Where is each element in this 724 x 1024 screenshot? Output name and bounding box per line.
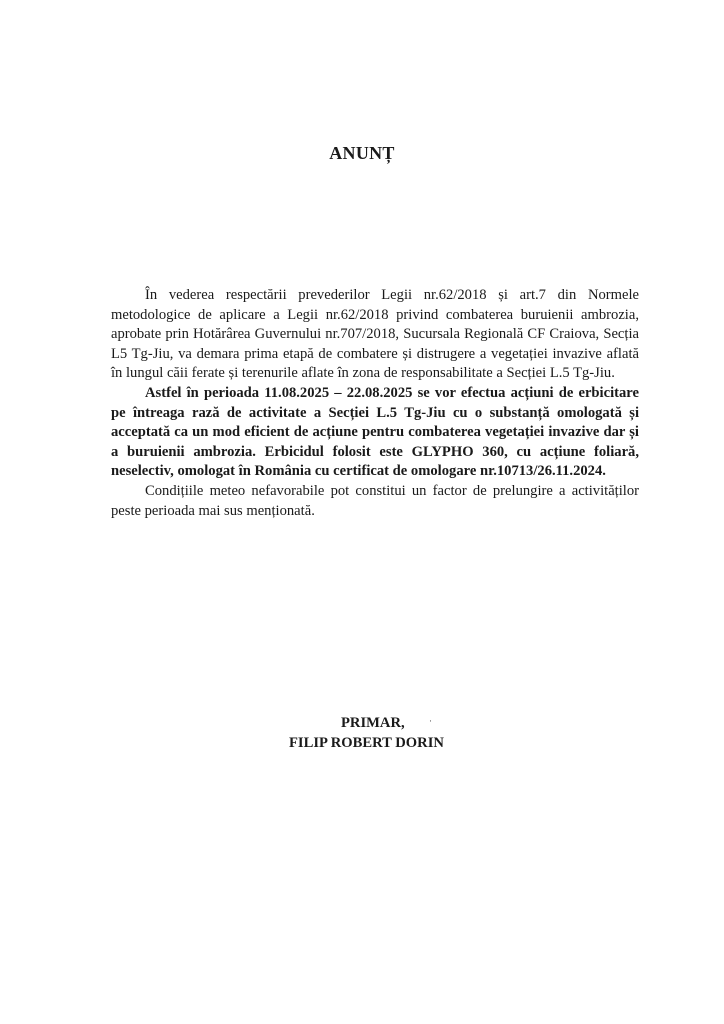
paragraph-legal-basis: În vederea respectării prevederilor Legii nr.62/2018 și art.7 din Normele metodologice de aplicare a Legii nr.62/2018 privind combaterea buruienii ambrozia, aprobate prin Hotărârea Guvernului nr.707/2018, Sucursala Regională CF Craiova, Secția L5 Tg-Jiu, va demara prima etapă de combatere și distrugere a vegetației invazive aflată în lungul căii ferate și terenurile aflate în zona de responsabilitate a Secției L.5 Tg-Jiu. [111, 287, 639, 382]
announcement-body [111, 286, 639, 521]
paragraph-treatment-period: Astfel în perioada 11.08.2025 – 22.08.2025 se vor efectua acțiuni de erbicitare pe întreaga rază de activitate a Secției L.5 Tg-Jiu cu o substanță omologată și acceptată ca un mod eficient de acțiune pentru combaterea vegetației invazive dar și a buruienii ambrozia. Erbicidul folosit este GLYPHO 360, cu acțiune foliară, neselectiv, omologat în România cu certificat de omologare nr.10713/26.11.2024. [111, 384, 639, 480]
ink-mark-icon: · [429, 716, 432, 726]
signature-role: PRIMAR, [341, 715, 405, 731]
page-title: ANUNȚ [329, 143, 395, 163]
signature-name: FILIP ROBERT DORIN [289, 735, 444, 751]
paragraph-weather-note: Condițiile meteo nefavorabile pot constitui un factor de prelungire a activităților peste perioada mai sus menționată. [111, 482, 639, 519]
